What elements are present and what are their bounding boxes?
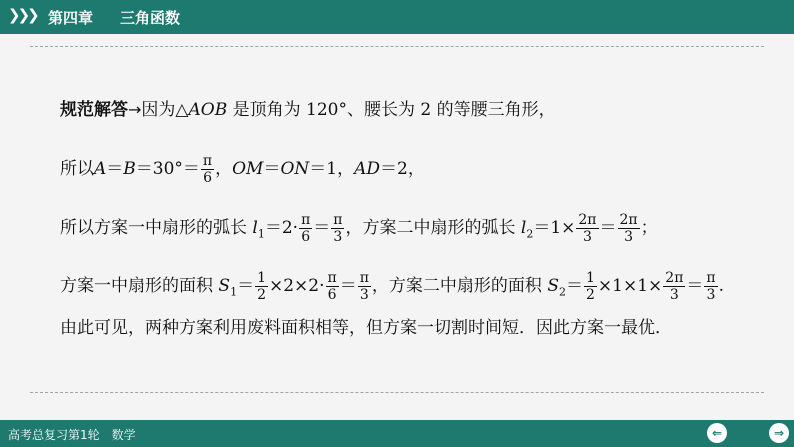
arrow-icon: → — [128, 100, 142, 119]
frac-den: 6 — [301, 229, 311, 245]
text: ， — [215, 159, 233, 179]
fraction — [331, 212, 344, 245]
text: ＝2· — [264, 218, 299, 238]
prev-arrow-icon[interactable]: ⇐ — [707, 423, 727, 443]
text: ； — [640, 218, 658, 238]
solution-label: 规范解答 — [60, 100, 128, 120]
fraction — [326, 270, 339, 303]
frac-num: π — [301, 212, 311, 228]
frac-num: π — [333, 212, 343, 228]
frac-den: 6 — [203, 170, 212, 186]
text: ，方案二中扇形的面积 — [371, 276, 548, 296]
math-var: AD — [354, 159, 381, 179]
frac-num: 2π — [619, 212, 638, 228]
math-var: S — [547, 276, 559, 296]
frac-den: 6 — [327, 287, 337, 303]
math-var: S — [218, 276, 231, 296]
text: ，方案二中扇形的弧长 — [345, 218, 521, 238]
text: 所以方案一中扇形的弧长 — [60, 218, 253, 238]
subject-title: 三角函数 — [120, 9, 181, 27]
text: ＝1， — [309, 159, 355, 179]
frac-den: 3 — [669, 287, 679, 303]
next-arrow-icon[interactable]: ⇒ — [769, 423, 789, 443]
fraction — [299, 212, 312, 245]
text: ＝ — [263, 159, 281, 179]
subscript: 2 — [526, 227, 534, 241]
text: ×2×2· — [268, 276, 325, 296]
frac-num: 2π — [578, 212, 597, 228]
frac-num: 1 — [585, 270, 595, 286]
text: ＝2， — [380, 159, 425, 179]
solution-line-2 — [60, 153, 425, 186]
math-var: A — [94, 159, 107, 179]
footer-text: 高考总复习第1轮 数学 — [8, 428, 136, 442]
math-var: l — [520, 218, 527, 238]
text: ＝ — [313, 218, 331, 238]
fraction — [663, 270, 685, 303]
frac-num: 1 — [257, 270, 266, 286]
fraction — [704, 270, 717, 303]
solution-line-3 — [60, 212, 658, 245]
solution-line-4 — [60, 270, 724, 303]
text: . — [718, 276, 724, 296]
text: ＝ — [686, 276, 704, 296]
frac-num: π — [706, 270, 716, 286]
solution-line-1 — [60, 100, 556, 120]
frac-den: 3 — [359, 287, 369, 303]
math-var: B — [123, 159, 136, 179]
math-var: AOB — [188, 100, 228, 120]
frac-den: 3 — [333, 229, 343, 245]
math-var: ON — [280, 159, 310, 179]
frac-num: π — [202, 153, 213, 169]
frac-den: 3 — [706, 287, 716, 303]
text: 所以 — [60, 159, 94, 179]
chapter-title: 第四章 — [48, 9, 94, 27]
subscript: 1 — [257, 227, 265, 241]
chevrons-icon: ❯❯❯ — [8, 6, 37, 24]
fraction — [576, 212, 598, 245]
math-var: l — [252, 218, 258, 238]
footer-bar — [0, 420, 794, 447]
fraction — [201, 153, 214, 186]
fraction — [618, 212, 640, 245]
text: 是顶角为 120°、腰长为 2 的等腰三角形， — [227, 100, 556, 120]
text: ＝ — [339, 276, 357, 296]
text: ＝ — [106, 159, 124, 179]
text: 因为△ — [141, 100, 189, 120]
frac-den: 2 — [585, 287, 595, 303]
fraction — [255, 270, 268, 303]
frac-den: 2 — [257, 287, 266, 303]
frac-den: 3 — [582, 229, 592, 245]
header-bar — [0, 0, 794, 34]
fraction — [358, 270, 371, 303]
frac-num: 2π — [665, 270, 684, 286]
frac-num: π — [327, 270, 337, 286]
text: ＝ — [565, 276, 583, 296]
subscript: 2 — [558, 285, 566, 299]
text: ＝1× — [533, 218, 576, 238]
top-divider — [30, 46, 764, 47]
math-var: OM — [232, 159, 264, 179]
fraction — [584, 270, 597, 303]
bottom-divider — [30, 392, 764, 393]
text: ＝30°＝ — [135, 159, 200, 179]
subscript: 1 — [230, 285, 238, 299]
text: ＝ — [599, 218, 617, 238]
text: ＝ — [237, 276, 255, 296]
frac-num: π — [359, 270, 369, 286]
frac-den: 3 — [624, 229, 634, 245]
solution-line-5: 由此可见，两种方案利用废料面积相等，但方案一切割时间短．因此方案一最优． — [60, 318, 672, 338]
text: 方案一中扇形的面积 — [60, 276, 219, 296]
text: ×1×1× — [597, 276, 663, 296]
